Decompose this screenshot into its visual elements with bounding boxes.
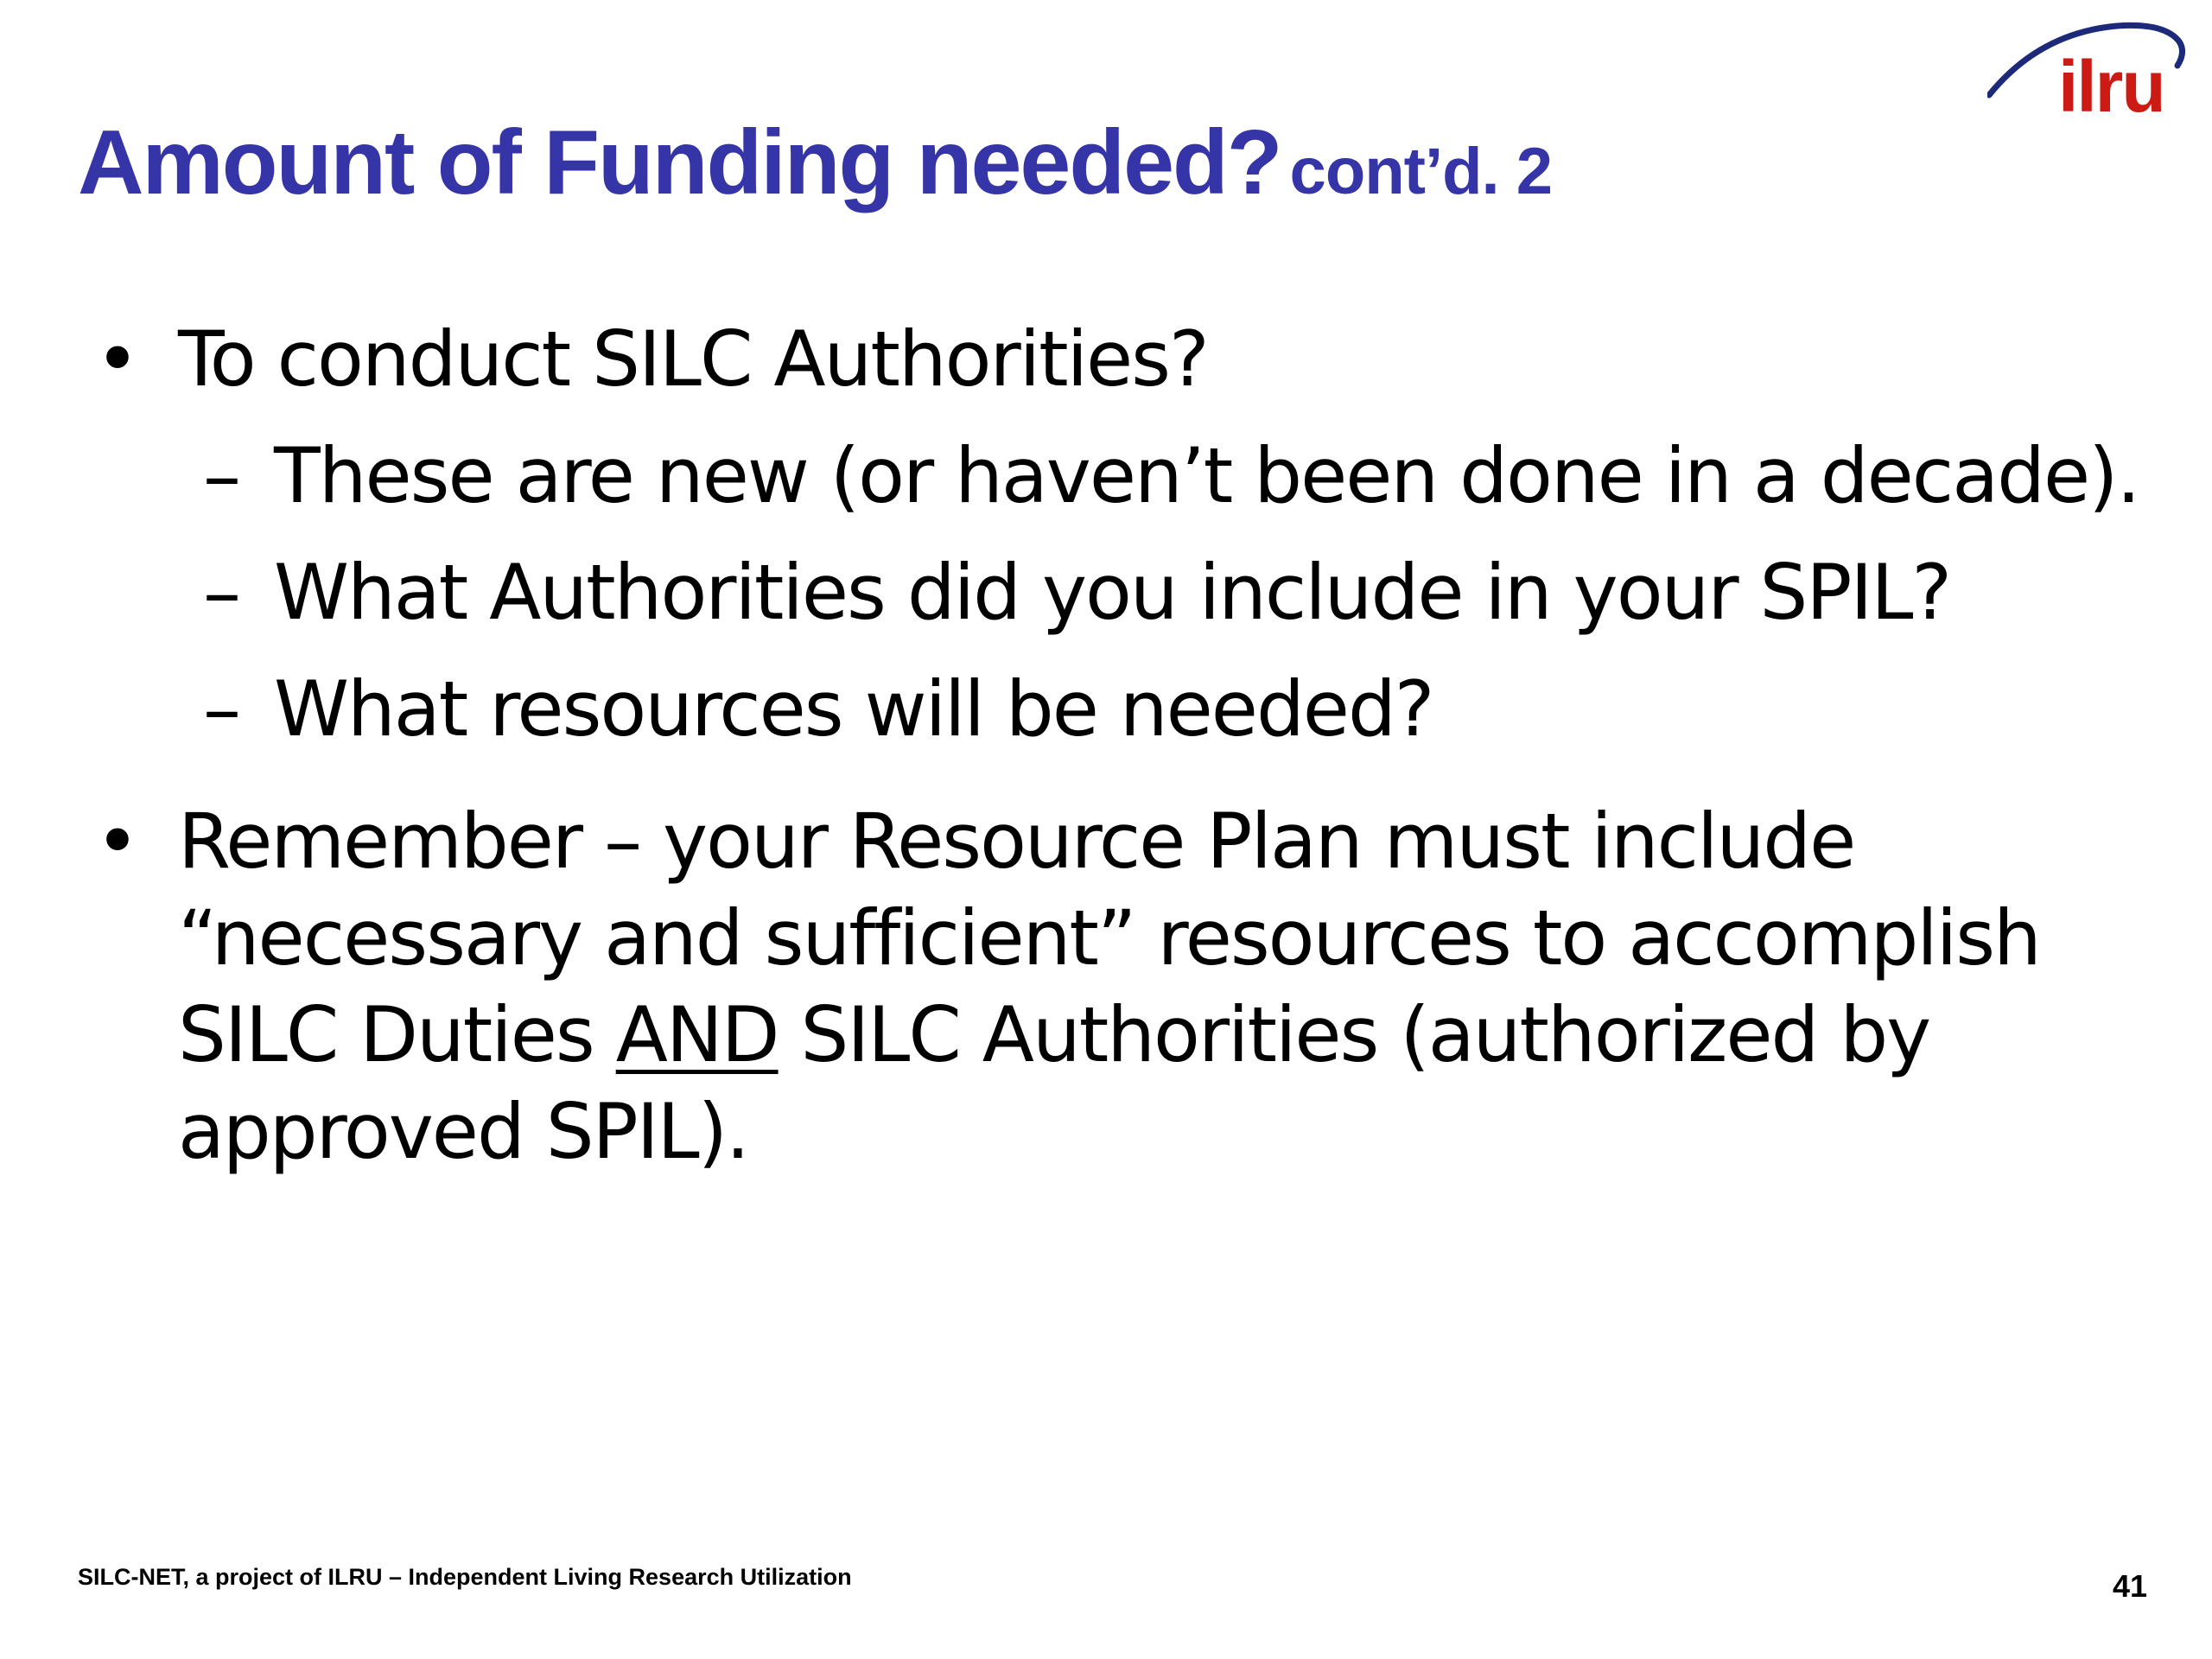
sub-item [203, 544, 1950, 641]
paragraph-line: approved SPIL). [178, 1087, 748, 1176]
underlined-text: AND [615, 990, 779, 1079]
line-text: SILC Duties [178, 990, 616, 1079]
sub-text: What Authorities did you include in your SPIL? [274, 548, 1951, 637]
sub-item [203, 428, 2139, 524]
title-sub: cont’d. 2 [1289, 135, 1553, 208]
sub-text: These are new (or haven’t been done in a decade). [274, 431, 2139, 520]
bullet-marker: • [95, 315, 138, 404]
sub-marker: – [203, 664, 239, 753]
bullet-marker: • [95, 797, 138, 886]
paragraph-line: “necessary and sufficient” resources to accomplish [178, 893, 2040, 982]
sub-marker: – [203, 548, 239, 637]
footer-text: SILC-NET, a project of ILRU – Independent Living Research Utilization [78, 1564, 852, 1590]
page-number: 41 [2112, 1568, 2147, 1604]
bullet-text: To conduct SILC Authorities? [178, 315, 1208, 404]
paragraph-line [178, 987, 2165, 1084]
paragraph-line: Remember – your Resource Plan must include [178, 797, 1855, 886]
bullet-paragraph [178, 793, 2165, 1180]
sub-text: What resources will be needed? [274, 664, 1433, 753]
slide-title [78, 111, 1552, 215]
line-text: SILC Authorities (authorized by [778, 990, 1930, 1079]
sub-marker: – [203, 431, 239, 520]
sub-item [203, 661, 1433, 758]
logo-text: ilru [2058, 46, 2164, 127]
title-main: Amount of Funding needed? [78, 111, 1281, 213]
ilru-logo [1987, 16, 2195, 128]
